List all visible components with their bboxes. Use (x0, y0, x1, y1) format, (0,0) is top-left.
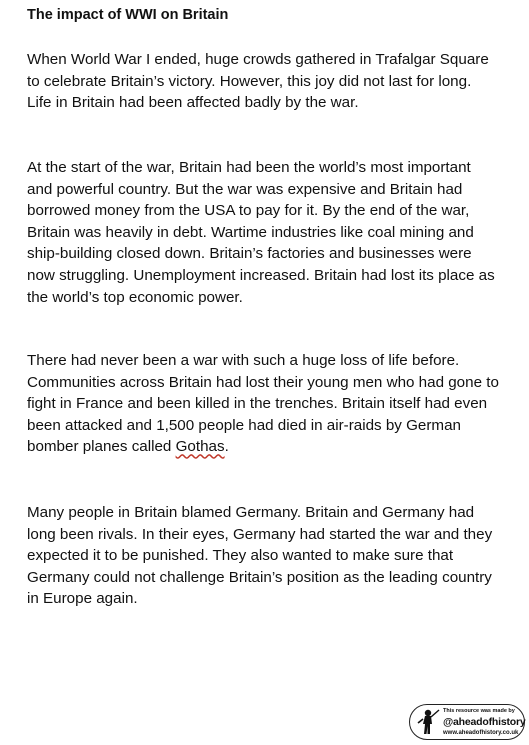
paragraph-2: At the start of the war, Britain had been the world’s most important and powerful country. But the war was expensive and Britain had borrowed money from the USA to pay for it. By the end of the war, Britain was heavily in debt. Wartime industries like coal mining and ship-building closed down. Britain’s factories and businesses were now struggling. Unemployment increased. Britain had lost its place as the world’s top economic power. (27, 159, 495, 306)
soldier-silhouette-icon (414, 707, 442, 737)
badge-website: www.aheadofhistory.co.uk (443, 730, 519, 736)
document-title: The impact of WWI on Britain (27, 7, 229, 23)
paragraph-3-text: There had never been a war with such a huge loss of life before. Communities across Britain had lost their young men who had gone to fight in France and been killed in the trenches. Britain itself had even been attacked and 1,500 people had died in air-raids by German bomber planes called (27, 352, 499, 456)
paragraph-3-end: . (224, 438, 229, 456)
badge-caption: This resource was made by (443, 708, 515, 714)
gothas-word: Gothas (175, 438, 225, 456)
paragraph-4: Many people in Britain blamed Germany. Britain and Germany had long been rivals. In their eyes, Germany had started the war and they expected it to be punished. They also wanted to make sure that Germany could not challenge Britain’s position as the leading country in Europe again. (27, 504, 493, 608)
paragraph-3 (27, 350, 499, 458)
author-badge (409, 704, 525, 740)
paragraph-1: When World War I ended, huge crowds gathered in Trafalgar Square to celebrate Britain’s victory. However, this joy did not last for long. Life in Britain had been affected badly by the war. (27, 51, 489, 112)
badge-handle: @aheadofhistory (443, 716, 526, 728)
